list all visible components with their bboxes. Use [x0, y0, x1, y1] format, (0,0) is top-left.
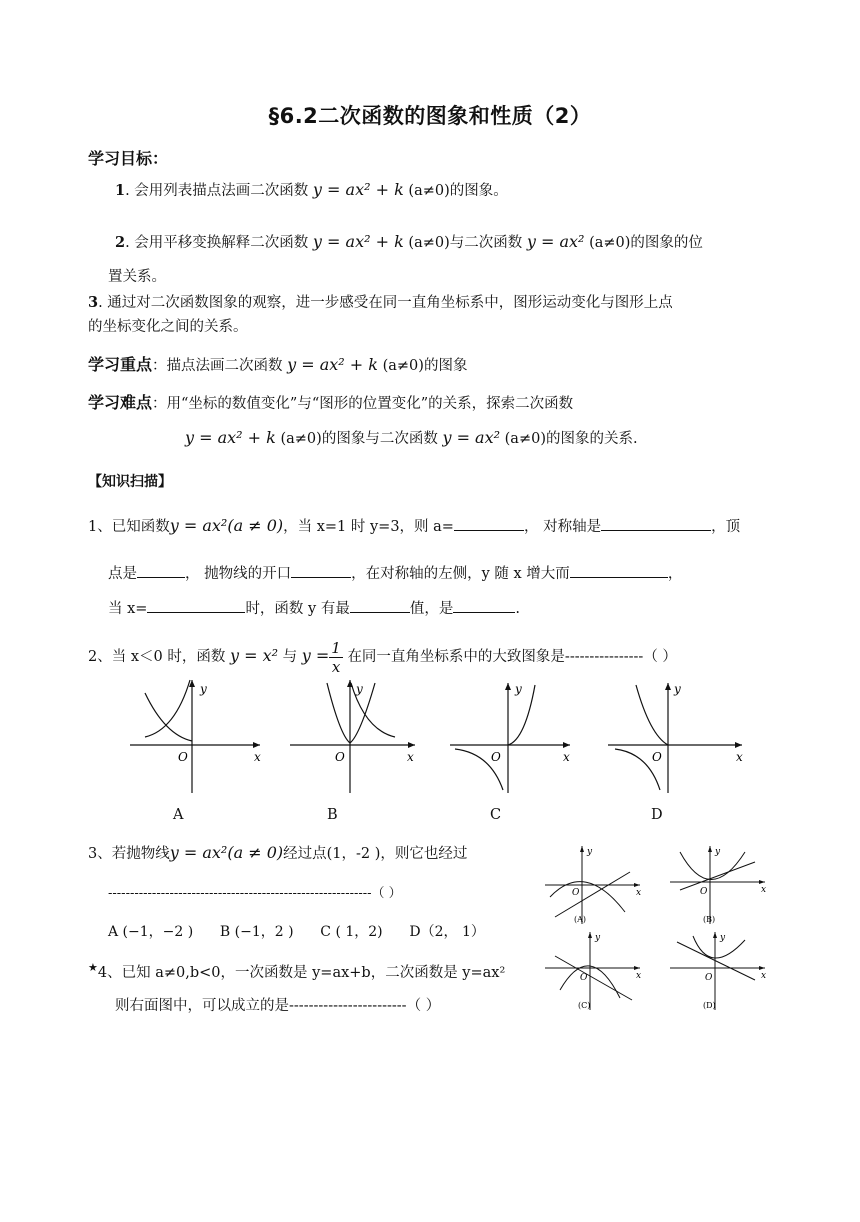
- svg-text:x: x: [761, 971, 767, 981]
- svg-text:y: y: [587, 847, 593, 857]
- objective-3: 3. 通过对二次函数图象的观察，进一步感受在同一直角坐标系中，图形运动变化与图形上点: [88, 294, 673, 311]
- objective-3-line2: 的坐标变化之间的关系。: [88, 319, 248, 335]
- q4-graph-d: [665, 928, 775, 1013]
- origin-label: O: [178, 750, 188, 764]
- option-label-c: C: [490, 807, 502, 823]
- svg-text:y: y: [356, 682, 363, 696]
- option-label-b: B: [327, 807, 338, 823]
- svg-text:O: O: [652, 750, 662, 764]
- answer-blank[interactable]: [147, 598, 245, 613]
- q4-graph-a: [540, 842, 650, 927]
- answer-blank[interactable]: [350, 598, 410, 613]
- x-label: x: [254, 750, 261, 764]
- focus-line: 学习重点：描点法画二次函数 y = ax² + k (a≠0)的图象: [88, 355, 468, 374]
- graph-option-d: [600, 675, 750, 795]
- answer-blank[interactable]: [453, 598, 515, 613]
- graph-option-c: [445, 675, 595, 795]
- question-4-line1: ★4、已知 a≠0,b<0，一次函数是 y=ax+b，二次函数是 y=ax²: [88, 961, 506, 981]
- svg-text:x: x: [636, 888, 642, 898]
- objective-1: 1. 会用列表描点法画二次函数 y = ax² + k (a≠0)的图象。: [115, 180, 508, 199]
- svg-text:x: x: [636, 971, 642, 981]
- difficulty-line2: y = ax² + k (a≠0)的图象与二次函数 y = ax² (a≠0)的图象的关系.: [185, 428, 638, 447]
- svg-text:(C): (C): [578, 1001, 591, 1010]
- question-3-dashes: ------------------------------------------------------------（ ）: [108, 886, 402, 901]
- q4-graph-c: [540, 928, 650, 1013]
- y-label: y: [200, 682, 207, 696]
- svg-text:y: y: [715, 847, 721, 857]
- svg-text:O: O: [580, 973, 588, 983]
- answer-blank[interactable]: [570, 563, 668, 578]
- svg-text:y: y: [674, 682, 681, 696]
- page-title: §6.2二次函数的图象和性质（2）: [268, 104, 592, 128]
- svg-text:O: O: [572, 888, 580, 898]
- svg-text:y: y: [720, 933, 726, 943]
- svg-text:(B): (B): [703, 915, 716, 924]
- svg-text:O: O: [700, 887, 708, 897]
- svg-text:O: O: [705, 973, 713, 983]
- option-label-d: D: [651, 807, 663, 823]
- svg-text:x: x: [407, 750, 414, 764]
- section-heading: 【知识扫描】: [88, 474, 172, 490]
- question-1-line2: 点是 ， 抛物线的开口 ，在对称轴的左侧，y 随 x 增大而 ，: [108, 563, 682, 584]
- svg-text:x: x: [736, 750, 743, 764]
- answer-blank[interactable]: [291, 563, 351, 578]
- svg-text:y: y: [515, 682, 522, 696]
- svg-text:O: O: [491, 750, 501, 764]
- question-4-line2: 则右面图中，可以成立的是------------------------（ ）: [115, 998, 441, 1014]
- svg-text:(A): (A): [574, 915, 587, 924]
- fraction-1-over-x: $\frac{1}{x}$: [331, 638, 341, 676]
- svg-text:x: x: [761, 885, 767, 895]
- question-1-line3: 当 x= 时，函数 y 有最 值，是 .: [108, 598, 520, 619]
- option-label-a: A: [173, 807, 184, 823]
- svg-text:O: O: [335, 750, 345, 764]
- q4-graph-b: [665, 842, 775, 927]
- objectives-heading: 学习目标：: [88, 149, 169, 168]
- answer-blank[interactable]: [454, 516, 524, 531]
- question-3-choices: A (−1，−2 ) B (−1，2 ) C ( 1，2) D（2， 1）: [108, 924, 485, 940]
- answer-blank[interactable]: [601, 516, 711, 531]
- svg-text:(D): (D): [703, 1001, 716, 1010]
- question-2: 2、当 x＜0 时，函数 y = x² 与 y = $\frac{1}{x}$ 在同一直角坐标系中的大致图象是----------------（ ）: [88, 638, 677, 676]
- question-1-line1: 1、已知函数y = ax²(a ≠ 0)，当 x=1 时 y=3，则 a= ， 对称轴是 ，顶: [88, 516, 741, 535]
- question-3: 3、若抛物线y = ax²(a ≠ 0)经过点(1，-2 )，则它也经过: [88, 843, 468, 862]
- objective-2-line2: 置关系。: [108, 269, 166, 285]
- graph-option-a: [120, 675, 270, 795]
- graph-option-b: [285, 675, 435, 795]
- difficulty-line1: 学习难点：用“坐标的数值变化”与“图形的位置变化”的关系，探索二次函数: [88, 393, 574, 412]
- answer-blank[interactable]: [137, 563, 185, 578]
- objective-2: 2. 会用平移变换解释二次函数 y = ax² + k (a≠0)与二次函数 y = ax² (a≠0)的图象的位: [115, 232, 703, 251]
- svg-text:y: y: [595, 933, 601, 943]
- svg-text:x: x: [563, 750, 570, 764]
